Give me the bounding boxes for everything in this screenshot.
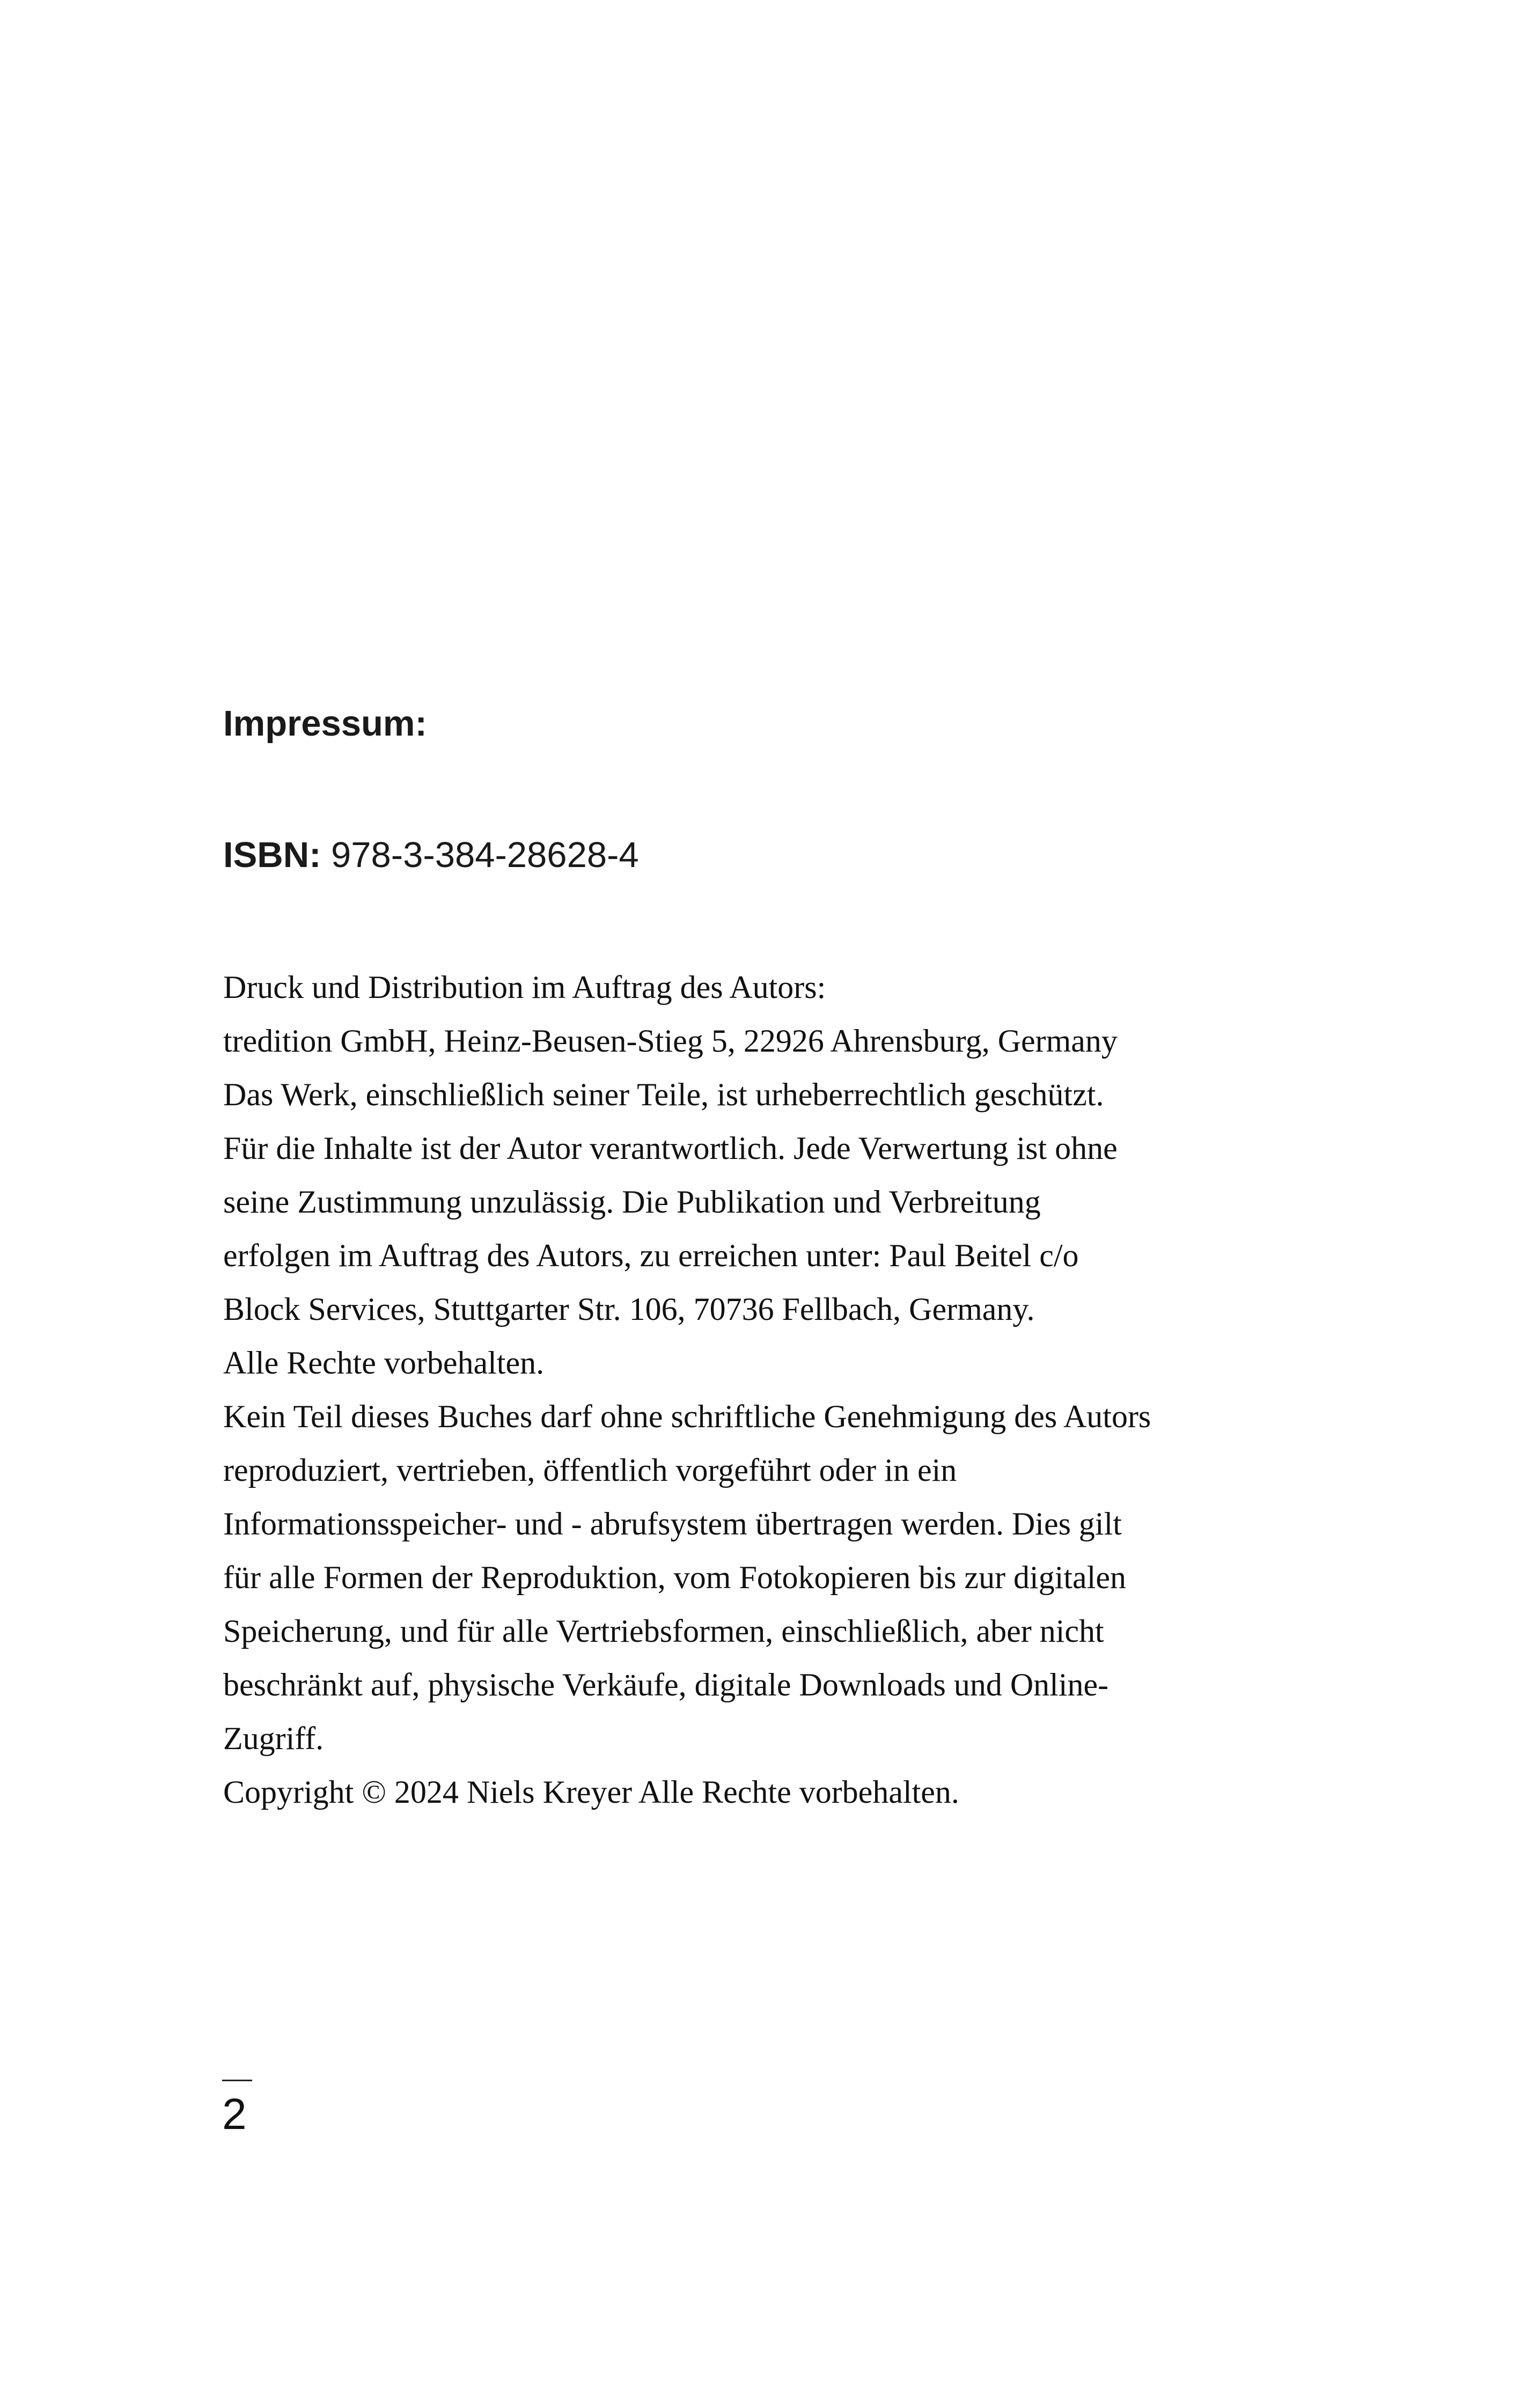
isbn-value: 978-3-384-28628-4 bbox=[331, 835, 639, 875]
imprint-body bbox=[223, 960, 1243, 1819]
imprint-line: Alle Rechte vorbehalten. bbox=[223, 1345, 545, 1381]
impressum-heading: Impressum: bbox=[223, 703, 427, 744]
imprint-line: Kein Teil dieses Buches darf ohne schriftliche Genehmigung des Autors bbox=[223, 1399, 1151, 1434]
imprint-line: Informationsspeicher- und - abrufsystem übertragen werden. Dies gilt bbox=[223, 1506, 1122, 1541]
imprint-line: Für die Inhalte ist der Autor verantwortlich. Jede Verwertung ist ohne bbox=[223, 1130, 1118, 1166]
imprint-line: für alle Formen der Reproduktion, vom Fotokopieren bis zur digitalen bbox=[223, 1560, 1126, 1595]
copyright-line: Copyright © 2024 Niels Kreyer Alle Rechte vorbehalten. bbox=[223, 1774, 959, 1810]
isbn-line bbox=[223, 837, 639, 873]
imprint-line: Speicherung, und für alle Vertriebsformen, einschließlich, aber nicht bbox=[223, 1613, 1104, 1649]
imprint-line: Druck und Distribution im Auftrag des Autors: bbox=[223, 970, 826, 1005]
imprint-line: Zugriff. bbox=[223, 1721, 324, 1756]
imprint-line: erfolgen im Auftrag des Autors, zu erreichen unter: Paul Beitel c/o bbox=[223, 1238, 1079, 1273]
imprint-line: seine Zustimmung unzulässig. Die Publikation und Verbreitung bbox=[223, 1184, 1041, 1220]
page-number-rule bbox=[222, 2080, 252, 2081]
imprint-line: Das Werk, einschließlich seiner Teile, ist urheberrechtlich geschützt. bbox=[223, 1077, 1104, 1112]
isbn-label: ISBN: bbox=[223, 835, 321, 875]
page-number: 2 bbox=[222, 2090, 247, 2139]
imprint-line: Block Services, Stuttgarter Str. 106, 70736 Fellbach, Germany. bbox=[223, 1291, 1035, 1327]
imprint-line: beschränkt auf, physische Verkäufe, digitale Downloads und Online- bbox=[223, 1667, 1109, 1702]
imprint-line: tredition GmbH, Heinz-Beusen-Stieg 5, 22926 Ahrensburg, Germany bbox=[223, 1023, 1118, 1059]
imprint-line: reproduziert, vertrieben, öffentlich vorgeführt oder in ein bbox=[223, 1452, 957, 1488]
